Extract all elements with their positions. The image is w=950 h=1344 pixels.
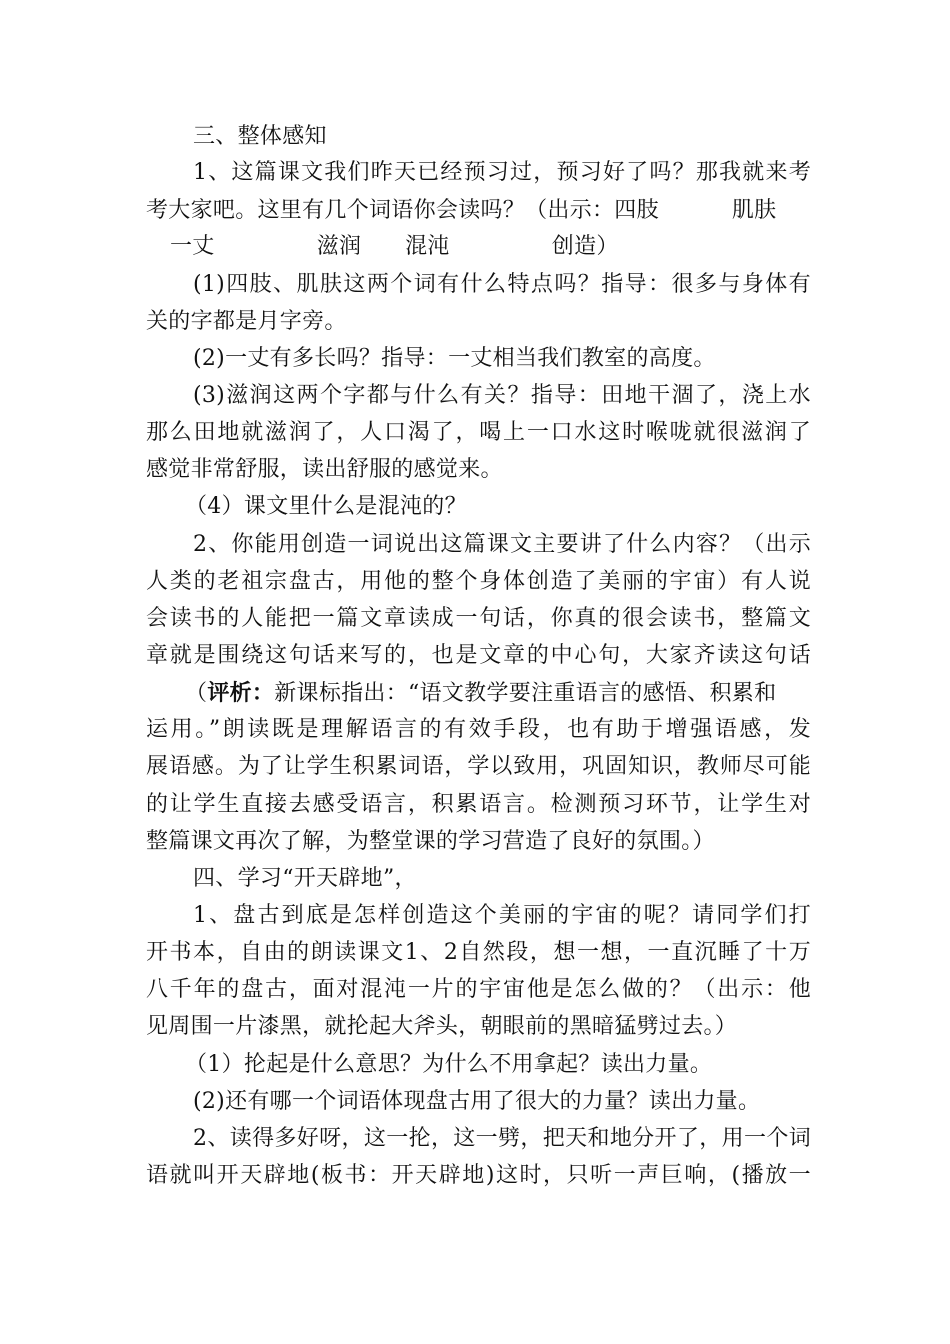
paragraph-line: （4）课文里什么是混沌的？: [185, 494, 467, 519]
paragraph-line: 2、你能用创造一词说出这篇课文主要讲了什么内容？（出示: [193, 532, 811, 557]
paragraph-line: 一丈 滋润 混沌 创造）: [170, 234, 619, 259]
commentary-line: [185, 678, 811, 708]
paragraph-line: (3)滋润这两个字都与什么有关？指导：田地干涸了，浇上水: [193, 383, 811, 408]
paragraph-line: 考大家吧。这里有几个词语你会读吗？（出示：四肢 肌肤: [146, 198, 777, 223]
paragraph-line: 关的字都是月字旁。: [146, 309, 347, 334]
paragraph-line: （1）抡起是什么意思？为什么不用拿起？读出力量。: [185, 1052, 713, 1077]
paragraph-line: 1、盘古到底是怎样创造这个美丽的宇宙的呢？请同学们打: [193, 903, 811, 928]
paragraph-line: (1)四肢、肌肤这两个词有什么特点吗？指导：很多与身体有: [193, 272, 811, 297]
paragraph-line: 展语感。为了让学生积累词语，学以致用，巩固知识，教师尽可能: [146, 754, 811, 779]
commentary-open-paren: （: [185, 681, 208, 706]
section-heading-three: 三、整体感知: [193, 124, 327, 149]
commentary-text: 新课标指出：“语文教学要注重语言的感悟、积累和: [274, 681, 777, 706]
paragraph-line: 运用。”朗读既是理解语言的有效手段，也有助于增强语感，发: [146, 717, 811, 742]
paragraph-line: 章就是围绕这句话来写的，也是文章的中心句，大家齐读这句话: [146, 643, 811, 668]
paragraph-line: 见周围一片漆黑，就抡起大斧头，朝眼前的黑暗猛劈过去。）: [146, 1014, 738, 1039]
paragraph-line: 人类的老祖宗盘古，用他的整个身体创造了美丽的宇宙）有人说: [146, 569, 811, 594]
paragraph-line: 1、这篇课文我们昨天已经预习过，预习好了吗？那我就来考: [193, 160, 811, 185]
paragraph-line: (2)一丈有多长吗？指导：一丈相当我们教室的高度。: [193, 346, 716, 371]
paragraph-line: 开书本，自由的朗读课文1、2自然段，想一想，一直沉睡了十万: [146, 940, 811, 965]
paragraph-line: (2)还有哪一个词语体现盘古用了很大的力量？读出力量。: [193, 1089, 761, 1114]
paragraph-line: 八千年的盘古，面对混沌一片的宇宙他是怎么做的？（出示：他: [146, 977, 811, 1002]
paragraph-line: 那么田地就滋润了，人口渴了，喝上一口水这时喉咙就很滋润了: [146, 420, 811, 445]
paragraph-line: 整篇课文再次了解，为整堂课的学习营造了良好的氛围。）: [146, 829, 715, 854]
paragraph-line: 感觉非常舒服，读出舒服的感觉来。: [146, 457, 503, 482]
paragraph-line: 的让学生直接去感受语言，积累语言。检测预习环节，让学生对: [146, 792, 811, 817]
paragraph-line: 语就叫开天辟地(板书：开天辟地)这时，只听一声巨响，(播放一: [146, 1163, 811, 1188]
paragraph-line: 2、读得多好呀，这一抡，这一劈，把天和地分开了，用一个词: [193, 1126, 811, 1151]
paragraph-line: 会读书的人能把一篇文章读成一句话，你真的很会读书，整篇文: [146, 606, 811, 631]
section-heading-four: 四、学习“开天辟地”，: [193, 866, 417, 891]
commentary-label: 评析：: [207, 680, 275, 706]
